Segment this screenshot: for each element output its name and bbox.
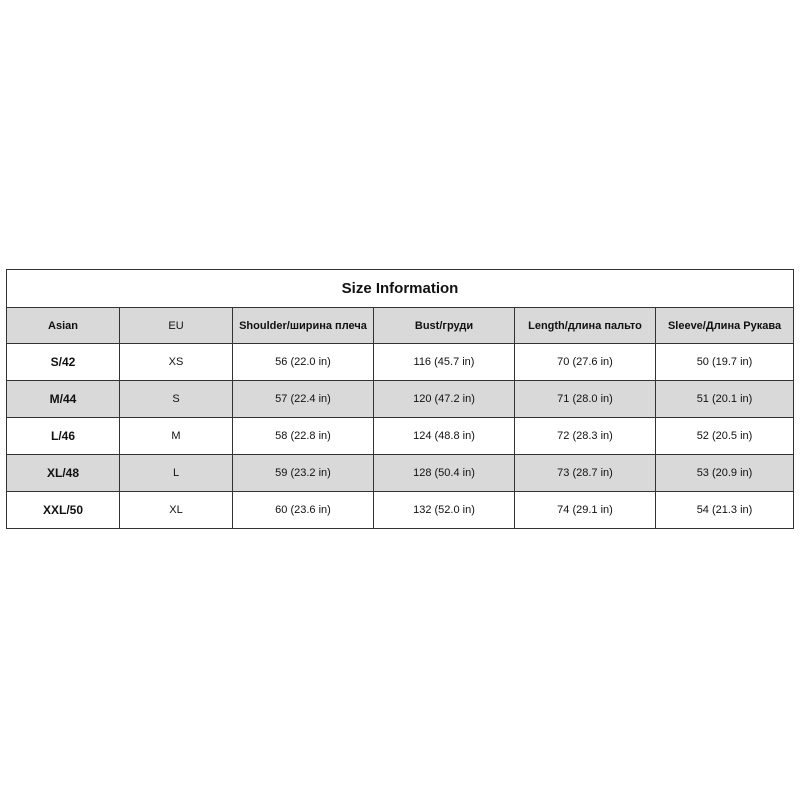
asian-size-cell: XL/48 — [7, 455, 120, 492]
shoulder-cell: 58 (22.8 in) — [233, 418, 374, 455]
shoulder-cell: 56 (22.0 in) — [233, 344, 374, 381]
table-row — [7, 492, 794, 529]
header-sleeve: Sleeve/Длина Рукава — [656, 308, 794, 344]
length-cell: 70 (27.6 in) — [515, 344, 656, 381]
eu-size-cell: S — [120, 381, 233, 418]
length-cell: 74 (29.1 in) — [515, 492, 656, 529]
length-cell: 71 (28.0 in) — [515, 381, 656, 418]
bust-cell: 124 (48.8 in) — [374, 418, 515, 455]
asian-size-cell: S/42 — [7, 344, 120, 381]
shoulder-cell: 57 (22.4 in) — [233, 381, 374, 418]
bust-cell: 116 (45.7 in) — [374, 344, 515, 381]
bust-cell: 120 (47.2 in) — [374, 381, 515, 418]
table-row — [7, 381, 794, 418]
shoulder-cell: 60 (23.6 in) — [233, 492, 374, 529]
header-shoulder: Shoulder/ширина плеча — [233, 308, 374, 344]
asian-size-cell: XXL/50 — [7, 492, 120, 529]
length-cell: 72 (28.3 in) — [515, 418, 656, 455]
table-row — [7, 418, 794, 455]
sleeve-cell: 50 (19.7 in) — [656, 344, 794, 381]
table-row — [7, 455, 794, 492]
sleeve-cell: 53 (20.9 in) — [656, 455, 794, 492]
title-row — [7, 270, 794, 308]
bust-cell: 128 (50.4 in) — [374, 455, 515, 492]
bust-cell: 132 (52.0 in) — [374, 492, 515, 529]
length-cell: 73 (28.7 in) — [515, 455, 656, 492]
header-length: Length/длина пальто — [515, 308, 656, 344]
size-information-table — [6, 269, 794, 529]
sleeve-cell: 54 (21.3 in) — [656, 492, 794, 529]
eu-size-cell: XS — [120, 344, 233, 381]
eu-size-cell: M — [120, 418, 233, 455]
header-asian: Asian — [7, 308, 120, 344]
shoulder-cell: 59 (23.2 in) — [233, 455, 374, 492]
eu-size-cell: L — [120, 455, 233, 492]
asian-size-cell: M/44 — [7, 381, 120, 418]
header-eu: EU — [120, 308, 233, 344]
asian-size-cell: L/46 — [7, 418, 120, 455]
eu-size-cell: XL — [120, 492, 233, 529]
sleeve-cell: 52 (20.5 in) — [656, 418, 794, 455]
table-row — [7, 344, 794, 381]
sleeve-cell: 51 (20.1 in) — [656, 381, 794, 418]
header-bust: Bust/груди — [374, 308, 515, 344]
table-title: Size Information — [7, 270, 794, 308]
header-row — [7, 308, 794, 344]
